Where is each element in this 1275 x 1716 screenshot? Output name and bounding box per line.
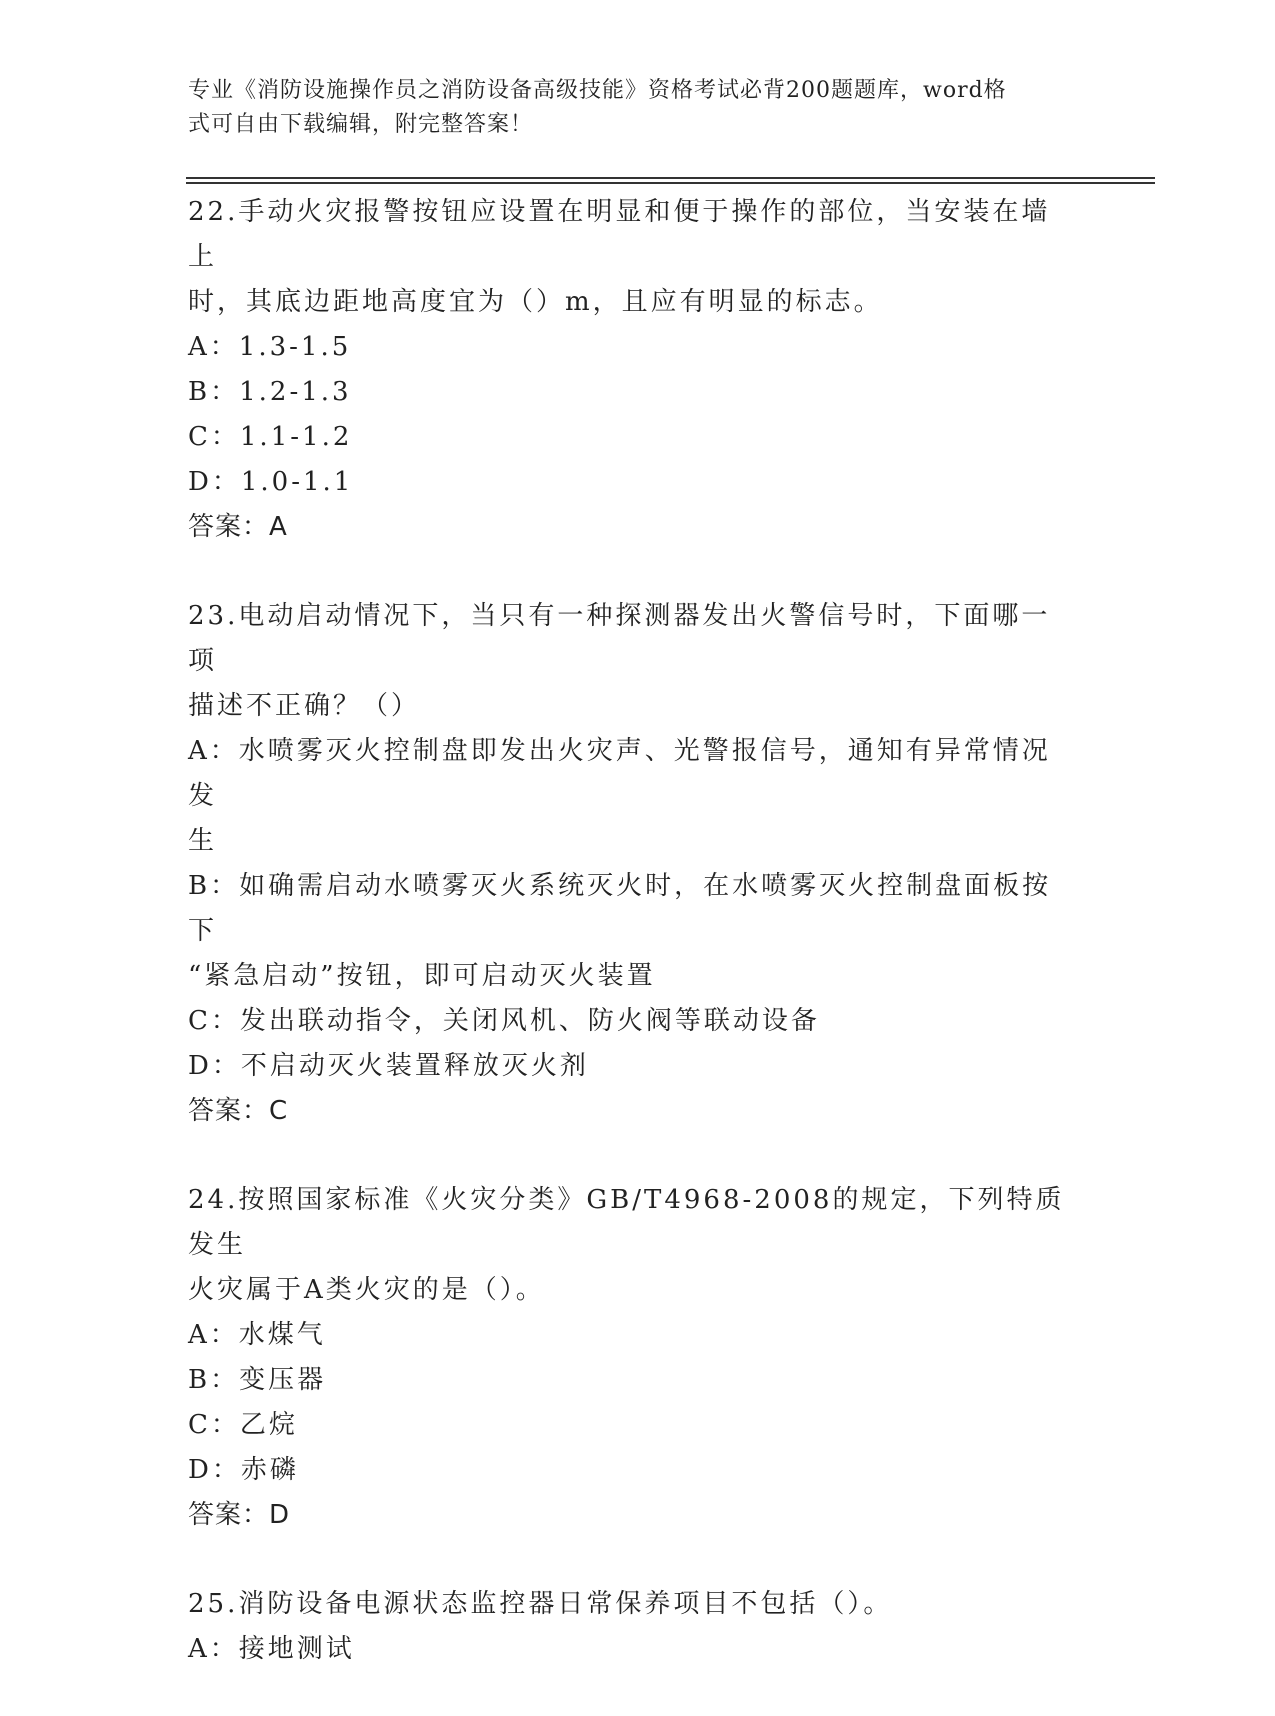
question-block [188,1582,1068,1672]
question-stem-line: 描述不正确？（） [188,691,421,721]
question-stem-line: 火灾属于A类火灾的是（）。 [188,1275,545,1305]
option-line: D：不启动灭火装置释放灭火剂 [188,1051,589,1081]
answer-line: 答案：D [188,1500,291,1530]
question-stem-line: 23.电动启动情况下，当只有一种探测器发出火警信号时，下面哪一项 [188,601,1051,676]
question-block [188,1178,1068,1538]
question-stem-line: 24.按照国家标准《火灾分类》GB/T4968-2008的规定，下列特质发生 [188,1185,1065,1260]
option-line: B：如确需启动水喷雾灭火系统灭火时，在水喷雾灭火控制盘面板按下 [188,871,1052,946]
question-block [188,594,1068,1134]
header-line: 式可自由下载编辑，附完整答案！ [188,112,534,137]
option-line: D：赤磷 [188,1455,299,1485]
question-list [188,190,1068,1716]
option-line: A：1.3-1.5 [188,332,352,362]
question-stem-line: 22.手动火灾报警按钮应设置在明显和便于操作的部位，当安装在墙上 [188,197,1051,272]
question-block [188,190,1068,550]
option-line: C：发出联动指令，关闭风机、防火阀等联动设备 [188,1006,820,1036]
header-divider [186,177,1155,179]
option-line: D：1.0-1.1 [188,467,354,497]
header-line: 专业《消防设施操作员之消防设备高级技能》资格考试必背200题题库，word格 [188,78,1007,103]
option-line: A：接地测试 [188,1634,355,1664]
option-line: 生 [188,826,218,856]
option-line: “紧急启动”按钮，即可启动灭火装置 [188,961,656,991]
answer-line: 答案：C [188,1096,289,1126]
option-line: C：乙烷 [188,1410,298,1440]
document-header [188,74,1068,142]
option-line: A：水喷雾灭火控制盘即发出火灾声、光警报信号，通知有异常情况发 [188,736,1051,811]
option-line: C：1.1-1.2 [188,422,353,452]
question-stem-line: 时，其底边距地高度宜为（）m，且应有明显的标志。 [188,287,883,317]
question-stem-line: 25.消防设备电源状态监控器日常保养项目不包括（）。 [188,1589,893,1619]
header-divider [186,182,1155,184]
option-line: B：1.2-1.3 [188,377,352,407]
option-line: A：水煤气 [188,1320,326,1350]
option-line: B：变压器 [188,1365,327,1395]
answer-line: 答案：A [188,512,288,542]
